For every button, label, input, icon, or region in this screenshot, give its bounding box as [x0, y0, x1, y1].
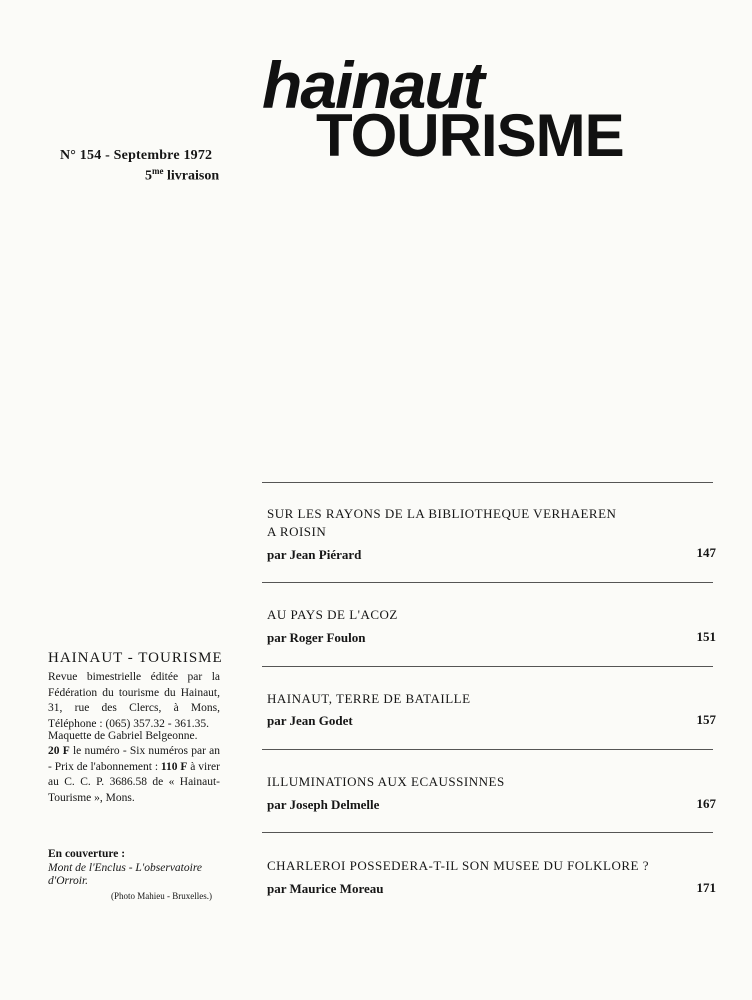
price-subscription: 110 F: [160, 760, 188, 773]
article-author: par Jean Godet: [267, 713, 353, 728]
price-text: le numéro - Six numéros par an - Prix de l'abonnement :: [48, 745, 220, 773]
article-title: CHARLEROI POSSEDERA-T-IL SON MUSEE DU FOLKLORE ?: [267, 858, 649, 873]
article-title: AU PAYS DE L'ACOZ: [267, 607, 398, 622]
part-word: livraison: [167, 168, 220, 184]
logo-hainaut: hainaut: [262, 48, 483, 122]
article-page: 151: [696, 629, 716, 644]
issue-number: N° 154 - Septembre 1972: [60, 148, 213, 163]
part-number: 5: [145, 168, 152, 184]
article-title-continued: A ROISIN: [267, 524, 327, 539]
divider: [262, 832, 713, 833]
part-suffix: me: [152, 166, 164, 176]
article-page: 147: [696, 545, 716, 560]
logo-tourisme: TOURISME: [316, 102, 624, 169]
article-title: HAINAUT, TERRE DE BATAILLE: [267, 691, 471, 706]
magazine-title: HAINAUT - TOURISME: [48, 650, 223, 666]
divider: [262, 482, 713, 483]
article-page: 157: [696, 712, 716, 727]
divider: [262, 749, 713, 750]
divider: [262, 666, 713, 667]
article-author: par Joseph Delmelle: [267, 797, 380, 812]
article-page: 171: [696, 880, 716, 895]
pricing-info: [48, 744, 220, 806]
cover-description: Mont de l'Enclus - L'observatoire d'Orroir.: [48, 862, 202, 887]
cover-label: En couverture :: [48, 848, 126, 860]
photo-credit: (Photo Mahieu - Bruxelles.): [111, 891, 212, 901]
price-single: 20 F: [48, 745, 70, 757]
divider: [262, 582, 713, 583]
payment-text: à virer au C. C. P. 3686.58 de « Hainaut-Tourisme », Mons.: [48, 760, 220, 804]
article-title: ILLUMINATIONS AUX ECAUSSINNES: [267, 774, 505, 789]
article-title: SUR LES RAYONS DE LA BIBLIOTHEQUE VERHAEREN: [267, 506, 617, 521]
article-author: par Roger Foulon: [267, 630, 366, 645]
article-page: 167: [696, 796, 716, 811]
publisher-description: Revue bimestrielle éditée par la Fédération du tourisme du Hainaut, 31, rue des Clercs, à Mons, Téléphone : (065) 357.32 - 361.35.: [48, 671, 220, 730]
issue-part: [145, 166, 219, 185]
article-author: par Jean Piérard: [267, 547, 362, 562]
article-author: par Maurice Moreau: [267, 881, 384, 896]
layout-credit: Maquette de Gabriel Belgeonne.: [48, 730, 198, 742]
